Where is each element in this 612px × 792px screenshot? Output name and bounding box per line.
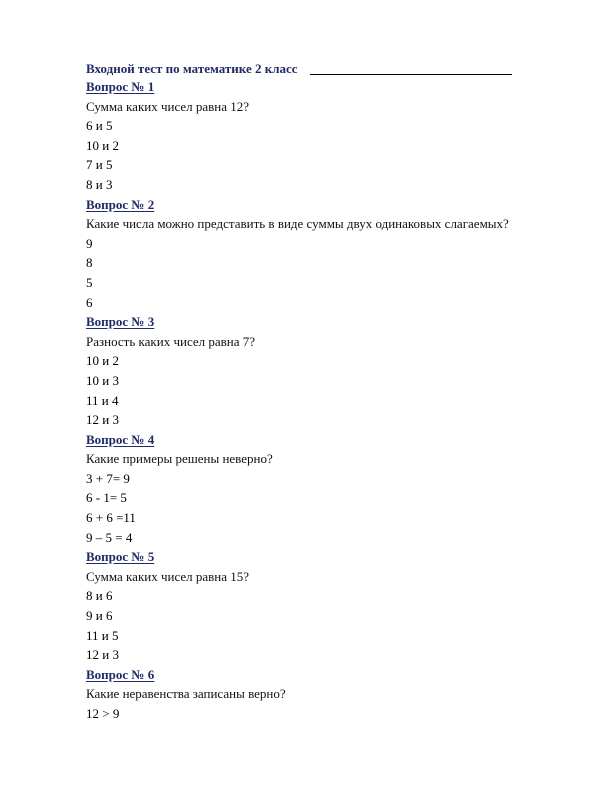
question-block [86, 665, 556, 724]
question-heading: Вопрос № 6 [86, 666, 155, 682]
answer-option: 8 и 6 [86, 588, 113, 604]
answer-option: 6 и 5 [86, 118, 113, 134]
answer-option: 5 [86, 274, 93, 290]
answer-option: 10 и 2 [86, 137, 119, 153]
answer-option: 10 и 3 [86, 372, 119, 388]
question-heading: Вопрос № 4 [86, 431, 155, 447]
document-content [86, 57, 556, 724]
question-block [86, 312, 556, 430]
question-block [86, 430, 556, 548]
answer-option: 7 и 5 [86, 157, 113, 173]
question-text: Какие примеры решены неверно? [86, 451, 273, 467]
answer-option: 10 и 2 [86, 353, 119, 369]
question-text: Какие неравенства записаны верно? [86, 686, 286, 702]
question-heading: Вопрос № 5 [86, 549, 155, 565]
answer-option: 9 [86, 235, 93, 251]
answer-option: 6 + 6 =11 [86, 510, 136, 526]
question-text: Какие числа можно представить в виде суммы двух одинаковых слагаемых? [86, 216, 509, 232]
question-text: Сумма каких чисел равна 12? [86, 98, 250, 114]
name-blank-line [310, 62, 512, 75]
answer-option: 3 + 7= 9 [86, 470, 130, 486]
question-text: Разность каких чисел равна 7? [86, 333, 256, 349]
question-block [86, 195, 556, 313]
answer-option: 11 и 5 [86, 627, 119, 643]
answer-option: 8 [86, 255, 93, 271]
answer-option: 12 > 9 [86, 706, 120, 721]
answer-option: 6 [86, 294, 93, 310]
question-heading: Вопрос № 2 [86, 196, 155, 212]
answer-option: 12 и 3 [86, 412, 119, 428]
question-list [86, 77, 556, 724]
question-heading: Вопрос № 3 [86, 314, 155, 330]
answer-option: 9 – 5 = 4 [86, 529, 133, 545]
question-text: Сумма каких чисел равна 15? [86, 568, 250, 584]
answer-option: 8 и 3 [86, 176, 113, 192]
answer-option: 11 и 4 [86, 392, 119, 408]
question-block [86, 547, 556, 665]
document-title: Входной тест по математике 2 класс [86, 61, 298, 76]
question-block [86, 77, 556, 195]
question-heading: Вопрос № 1 [86, 79, 155, 94]
document-header [86, 57, 556, 77]
answer-option: 9 и 6 [86, 608, 113, 624]
answer-option: 6 - 1= 5 [86, 490, 127, 506]
answer-option: 12 и 3 [86, 647, 119, 663]
